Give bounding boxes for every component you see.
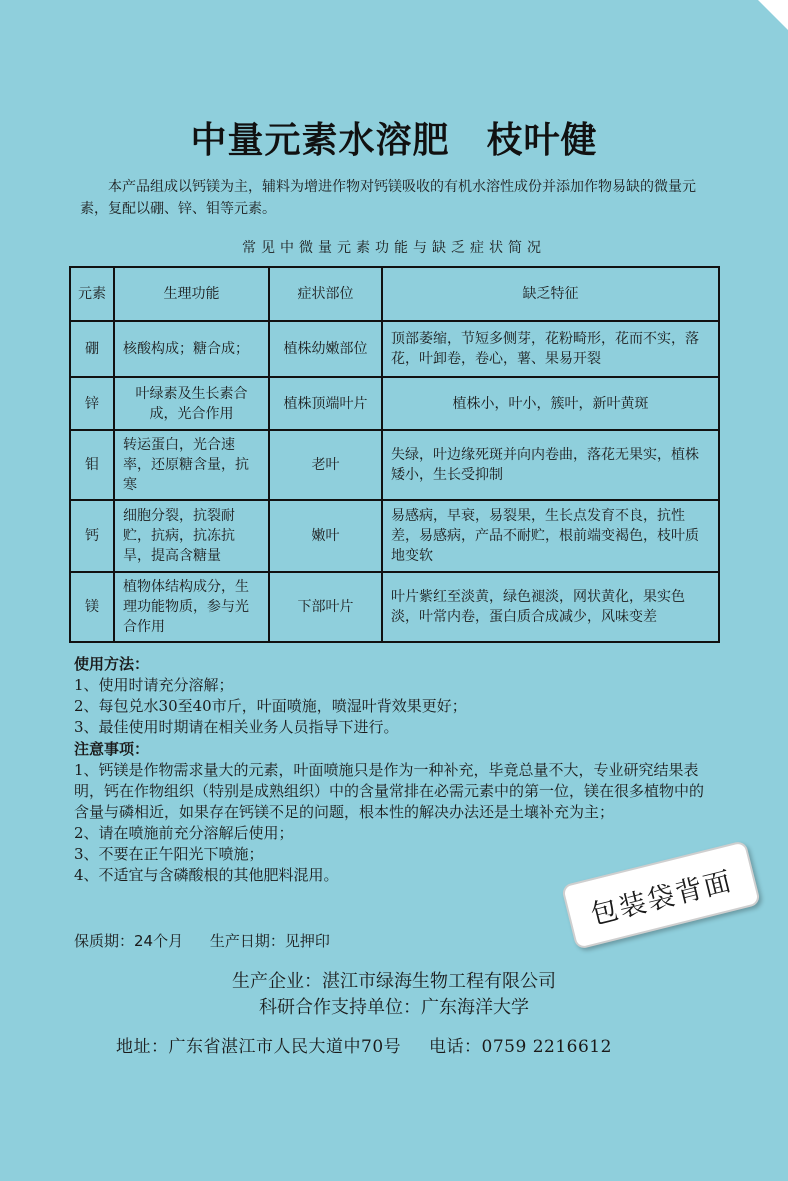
research-partner: 科研合作支持单位：广东海洋大学 bbox=[259, 997, 529, 1018]
package-back-label: 包装袋背面 bbox=[561, 840, 761, 950]
phone: 电话：0759 2216612 bbox=[429, 1037, 612, 1057]
shelf-life: 保质期：24个月 bbox=[74, 932, 184, 950]
cell-element: 钙 bbox=[70, 500, 114, 572]
cell-symptoms: 植株小，叶小，簇叶，新叶黄斑 bbox=[382, 377, 719, 430]
nutrient-table bbox=[69, 266, 720, 643]
notice-item: 3、不要在正午阳光下喷施； bbox=[74, 845, 264, 863]
cell-function: 植物体结构成分，生理功能物质，参与光合作用 bbox=[114, 572, 269, 642]
cell-function: 细胞分裂，抗裂耐贮，抗病，抗冻抗旱，提高含糖量 bbox=[114, 500, 269, 572]
table-row bbox=[70, 430, 719, 500]
header-symptoms: 缺乏特征 bbox=[382, 267, 719, 321]
cell-element: 锌 bbox=[70, 377, 114, 430]
cell-element: 镁 bbox=[70, 572, 114, 642]
shelf-info bbox=[74, 930, 352, 951]
usage-section bbox=[74, 654, 674, 738]
header-function: 生理功能 bbox=[114, 267, 269, 321]
cell-site: 下部叶片 bbox=[269, 572, 382, 642]
cell-site: 植株幼嫩部位 bbox=[269, 321, 382, 377]
notice-section bbox=[74, 739, 714, 886]
usage-item: 2、每包兑水30至40市斤，叶面喷施，喷湿叶背效果更好； bbox=[74, 697, 467, 715]
cell-symptoms: 顶部萎缩，节短多侧芽，花粉畸形，花而不实，落花，叶卸卷，卷心，薯、果易开裂 bbox=[382, 321, 719, 377]
notice-item: 2、请在喷施前充分溶解后使用； bbox=[74, 824, 294, 842]
cell-element: 硼 bbox=[70, 321, 114, 377]
table-header-row bbox=[70, 267, 719, 321]
cell-site: 嫩叶 bbox=[269, 500, 382, 572]
notice-item: 1、钙镁是作物需求量大的元素，叶面喷施只是作为一种补充，毕竟总量不大，专业研究结果表明，钙在作物组织（特别是成熟组织）中的含量常排在必需元素中的第一位，镁在很多植物中的含量与磷相近，如果存在钙镁不足的问题，根本性的解决办法还是土壤补充为主； bbox=[74, 761, 705, 821]
cell-symptoms: 叶片紫红至淡黄，绿色褪淡，网状黄化，果实色淡，叶常内卷，蛋白质合成减少，风味变差 bbox=[382, 572, 719, 642]
intro-paragraph: 本产品组成以钙镁为主，辅料为增进作物对钙镁吸收的有机水溶性成份并添加作物易缺的微量元素，复配以硼、锌、钼等元素。 bbox=[80, 179, 696, 217]
cell-symptoms: 易感病，早衰，易裂果，生长点发育不良，抗性差，易感病，产品不耐贮，根前端变褐色，枝叶质地变软 bbox=[382, 500, 719, 572]
table-row bbox=[70, 500, 719, 572]
table-row bbox=[70, 377, 719, 430]
table-title: 常见中微量元素功能与缺乏症状简况 bbox=[242, 240, 546, 256]
usage-item: 3、最佳使用时期请在相关业务人员指导下进行。 bbox=[74, 718, 399, 736]
cell-element: 钼 bbox=[70, 430, 114, 500]
page-corner-fold bbox=[758, 0, 788, 30]
table-row bbox=[70, 572, 719, 642]
manufacturer: 生产企业：湛江市绿海生物工程有限公司 bbox=[232, 971, 556, 992]
notice-item: 4、不适宜与含磷酸根的其他肥料混用。 bbox=[74, 866, 339, 884]
table-row bbox=[70, 321, 719, 377]
cell-symptoms: 失绿，叶边缘死斑并向内卷曲，落花无果实，植株矮小，生长受抑制 bbox=[382, 430, 719, 500]
production-date: 生产日期：见押印 bbox=[209, 932, 330, 950]
contact-line bbox=[116, 1032, 634, 1057]
address: 地址：广东省湛江市人民大道中70号 bbox=[116, 1037, 402, 1057]
usage-item: 1、使用时请充分溶解； bbox=[74, 676, 234, 694]
notice-heading: 注意事项： bbox=[74, 740, 150, 758]
cell-function: 转运蛋白，光合速率，还原糖含量，抗寒 bbox=[114, 430, 269, 500]
page-title: 中量元素水溶肥 枝叶健 bbox=[190, 120, 598, 161]
usage-heading: 使用方法： bbox=[74, 655, 150, 673]
cell-function: 核酸构成；糖合成； bbox=[114, 321, 269, 377]
cell-site: 植株顶端叶片 bbox=[269, 377, 382, 430]
cell-function: 叶绿素及生长素合成，光合作用 bbox=[114, 377, 269, 430]
header-site: 症状部位 bbox=[269, 267, 382, 321]
header-element: 元素 bbox=[70, 267, 114, 321]
cell-site: 老叶 bbox=[269, 430, 382, 500]
